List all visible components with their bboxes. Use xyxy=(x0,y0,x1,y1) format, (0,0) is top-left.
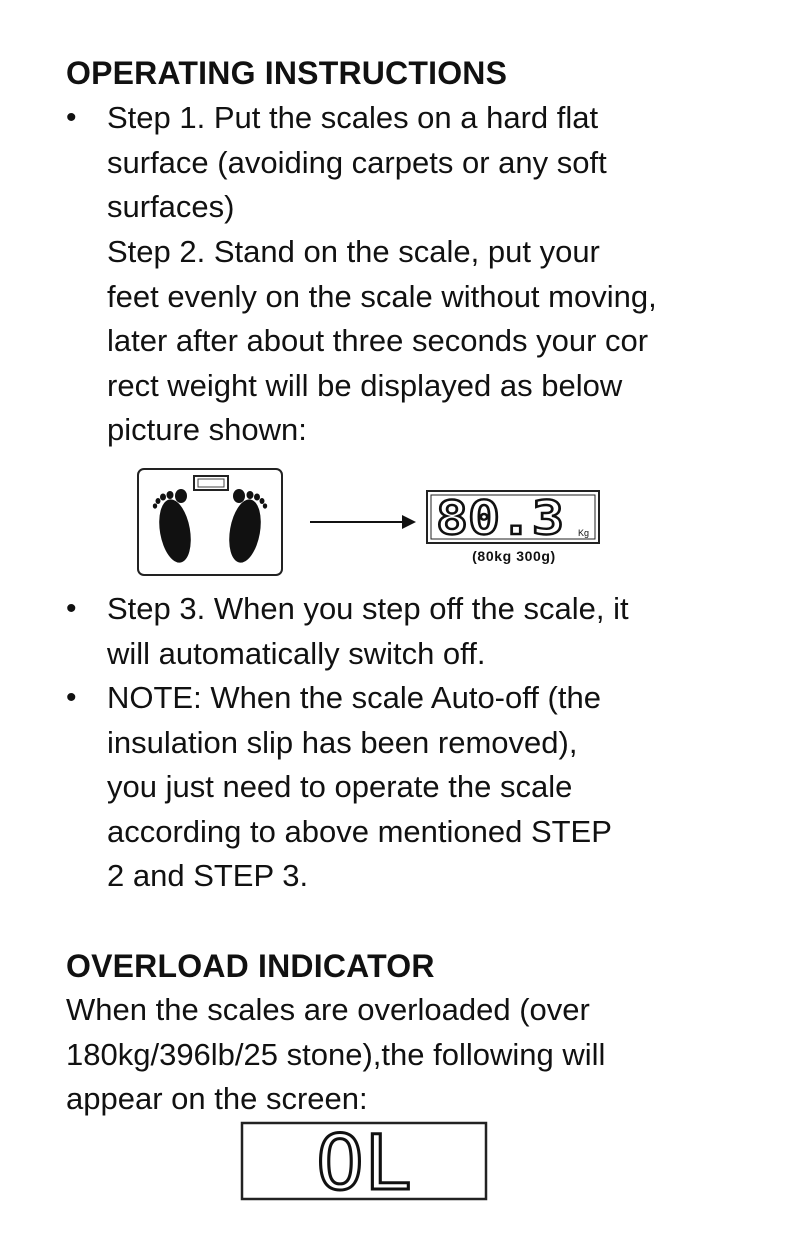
step-3-text xyxy=(107,587,767,676)
step-2-line: feet evenly on the scale without moving, xyxy=(107,278,657,314)
step-2-line: later after about three seconds your cor xyxy=(107,323,649,359)
overload-line: 180kg/396lb/25 stone),the following will xyxy=(66,1036,606,1072)
step-2-line: picture shown: xyxy=(107,412,307,448)
weight-display-value: 80.3 xyxy=(436,491,564,545)
step-1-line: surfaces) xyxy=(107,189,235,225)
note-text xyxy=(107,676,767,899)
arrow-right-icon xyxy=(310,512,416,532)
weight-display-caption: (80kg 300g) xyxy=(472,548,556,564)
note-line: NOTE: When the scale Auto-off (the xyxy=(107,680,601,715)
overload-display xyxy=(241,1118,487,1207)
overload-text xyxy=(66,988,766,1122)
note-line: according to above mentioned STEP xyxy=(107,813,612,849)
overload-indicator-heading: OVERLOAD INDICATOR xyxy=(66,948,435,984)
bullet-step-3: • xyxy=(66,592,77,625)
overload-line: appear on the screen: xyxy=(66,1081,368,1117)
bullet-steps-1-2: • xyxy=(66,101,77,134)
overload-display-text: OL xyxy=(316,1118,412,1207)
bullet-note: • xyxy=(66,681,77,714)
step-2-text xyxy=(107,230,767,453)
step-2-line: Step 2. Stand on the scale, put your xyxy=(107,234,600,269)
weight-display-unit: Kg xyxy=(578,528,590,538)
step-3-line: Step 3. When you step off the scale, it xyxy=(107,591,629,626)
operating-instructions-heading: OPERATING INSTRUCTIONS xyxy=(66,55,508,91)
step-3-line: will automatically switch off. xyxy=(107,635,486,671)
step-2-line: rect weight will be displayed as below xyxy=(107,367,623,403)
weight-display xyxy=(426,490,602,570)
step-1-line: Step 1. Put the scales on a hard flat xyxy=(107,100,599,135)
overload-line: When the scales are overloaded (over xyxy=(66,992,590,1027)
note-line: 2 and STEP 3. xyxy=(107,858,309,894)
note-line: insulation slip has been removed), xyxy=(107,724,578,760)
note-line: you just need to operate the scale xyxy=(107,769,573,805)
step-1-text xyxy=(107,96,767,230)
scale-with-footprints-icon xyxy=(137,468,283,576)
step-1-line: surface (avoiding carpets or any soft xyxy=(107,144,607,180)
